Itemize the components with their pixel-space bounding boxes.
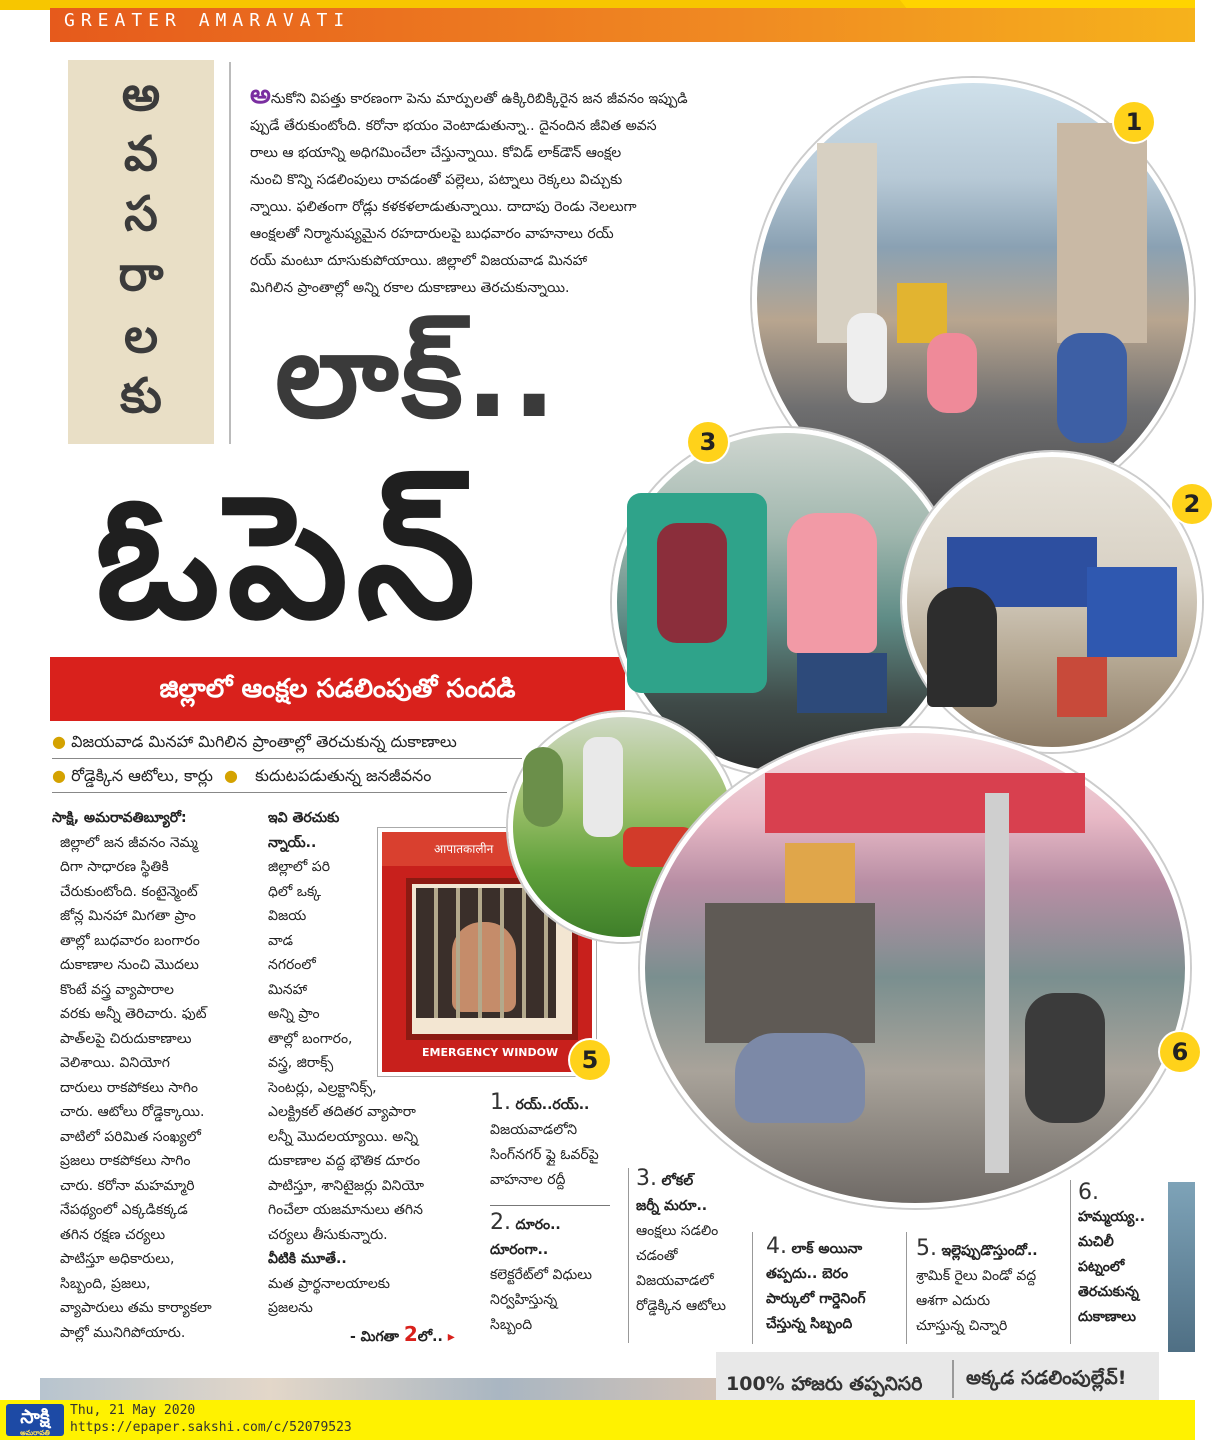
photo-badge-5: 5 [570, 1040, 610, 1080]
column-subhead: వీటికి మూతే.. [268, 1251, 347, 1267]
body-line: వరకు అన్నీ తెరిచారు. ఫుట్ [60, 1006, 207, 1022]
body-line: పాటిస్తూ, శానిటైజర్లు వినియో [268, 1177, 424, 1194]
article-column-1 [52, 806, 257, 1345]
column-subhead: ఇవి తెరచుకు [268, 810, 340, 826]
teaser-headline[interactable]: అక్కడ సడలింపుల్లేవ్! [966, 1367, 1127, 1389]
intro-line: నుంచి కొన్ని సడలింపులు రావడంతో పల్లెలు, పట్నాలు రెక్కలు విచ్చుకు [250, 172, 623, 188]
window-label: EMERGENCY WINDOW [422, 1046, 559, 1059]
body-line: మినహా [268, 981, 308, 998]
intro-line: రయ్ మంటూ దూసుకుపోయాయి. జిల్లాలో విజయవాడ మినహా [250, 253, 588, 269]
photo-badge-6: 6 [1160, 1032, 1200, 1072]
body-line: పాటిస్తూ అధికారులు, [60, 1251, 175, 1267]
vertical-word-char: వ [123, 126, 159, 182]
caption-divider [490, 1205, 610, 1206]
caption-separator [752, 1232, 753, 1344]
caption-4: 4. లాక్ అయినా తప్పదు.. బెరం పార్కులో గార్డెనింగ్ చేస్తున్న సిబ్బంది [766, 1234, 866, 1332]
body-line: దుకాణాల వద్ద భౌతిక దూరం [268, 1153, 421, 1169]
body-line: పాత్‌లపై చిరుదుకాణాలు [60, 1030, 192, 1047]
caption-1: 1. రయ్..రయ్.. విజయవాడలోని సింగ్‌నగర్ ఫ్లై ఓవర్‌పై వాహనాల రద్దీ [490, 1090, 599, 1188]
body-line: నేపథ్యంలో ఎక్కడికక్కడ [60, 1202, 188, 1218]
body-line: వాటిలో పరిమిత సంఖ్యలో [60, 1128, 201, 1145]
epaper-url-link[interactable]: https://epaper.sakshi.com/c/52079523 [70, 1420, 352, 1435]
body-line: చారు. ఆటోలు రోడ్డెక్కాయి. [60, 1104, 205, 1120]
section-title: GREATER AMARAVATI [64, 10, 351, 31]
body-line: చారు. కరోనా మహమ్మారి [60, 1177, 195, 1194]
vertical-word-char: అ [121, 66, 161, 122]
caption-5: 5. ఇల్లెప్పుడొస్తుందో.. శ్రామిక్ రైలు విండో వద్ద ఆశగా ఎదురు చూస్తున్న చిన్నారి [916, 1236, 1038, 1334]
body-line: ధిలో ఒక్క [268, 883, 322, 900]
body-line: వస్త్ర, జిరాక్స్ [268, 1055, 334, 1071]
body-line: వెలిశాయి. వినియోగ [60, 1055, 170, 1071]
caption-separator [906, 1232, 907, 1344]
vertical-word-char: రా [118, 246, 164, 302]
edge-photo [1168, 1182, 1195, 1352]
body-line: జిల్లాలో పరి [268, 859, 331, 875]
column-subhead: న్నాయ్.. [268, 834, 317, 851]
body-line: నగరంలో [268, 957, 316, 973]
body-line: దిగా సాధారణ స్థితికి [60, 859, 169, 875]
body-line: వ్యాపారులు తమ కార్యాకలా [60, 1300, 212, 1316]
caption-3: 3. లోకల్ జర్నీ మరూ.. ఆంక్షలు సడలిం చడంతో విజయవాడలో రోడ్డెక్కిన ఆటోలు [636, 1166, 726, 1314]
byline: సాక్షి, అమరావతిబ్యూరో: [52, 810, 187, 826]
photo-2-office [902, 452, 1202, 752]
body-line: ప్రజలు రాకపోకలు సాగిం [60, 1153, 191, 1169]
vertical-word-char: కు [120, 368, 162, 424]
photo-badge-1: 1 [1114, 102, 1154, 142]
caption-2: 2. దూరం.. దూరంగా.. కలెక్టరేట్‌లో విధులు నిర్వహిస్తున్న సిబ్బంది [490, 1210, 592, 1333]
body-line: సెంటర్లు, ఎల్రక్టానిక్స్, [268, 1079, 377, 1096]
intro-paragraph [250, 82, 770, 302]
body-line: మత ప్రార్థనాలయాలకు [268, 1275, 390, 1292]
caption-6: 6. హమ్మయ్య.. మచిలీ పట్నంలో తెరచుకున్న దుకాణాలు [1078, 1180, 1146, 1325]
continued-on-page[interactable]: - మిగతా 2లో.. ▸ [350, 1322, 455, 1346]
bullet-divider [52, 758, 522, 759]
continued-page-number: 2 [403, 1322, 418, 1346]
body-line: విజయ [268, 908, 307, 924]
vertical-word-char: ల [123, 308, 159, 364]
headline-line-1: లాక్.. [275, 306, 559, 444]
teaser-separator [952, 1360, 954, 1398]
body-line: లన్నీ మొదలయ్యాయి. అన్ని [268, 1128, 419, 1145]
intro-line: ప్పుడే తేరుకుంటోంది. కరోనా భయం వెంటాడుతున్నా.. దైనందిన జీవిత అవస [250, 118, 657, 134]
body-line: కొంటే వస్త్ర వ్యాపారాల [60, 981, 174, 998]
intro-line: మిగిలిన ప్రాంతాల్లో అన్ని రకాల దుకాణాలు తెరచుకున్నాయి. [250, 280, 570, 296]
body-line: ప్రజలను [268, 1300, 313, 1316]
body-line: జిల్లాలో జన జీవనం నెమ్మ [60, 834, 198, 851]
photo-badge-2: 2 [1172, 484, 1212, 524]
bullet-dot-icon: ● [52, 732, 66, 751]
intro-line: రాలు ఆ భయాన్ని అధిగమించేలా చేస్తున్నాయి. కోవిడ్ లాక్‌డౌన్ ఆంక్షల [250, 145, 622, 161]
drop-cap: అ [250, 80, 271, 110]
body-line: సిబ్బంది, ప్రజలు, [60, 1275, 151, 1292]
edition-date: Thu, 21 May 2020 [70, 1403, 196, 1418]
intro-line: నుకోని విపత్తు కారణంగా పెను మార్పులతో ఉక్కిరిబిక్కిరైన జన జీవనం ఇప్పుడి [270, 91, 688, 107]
photo-badge-3: 3 [688, 422, 728, 462]
sakshi-logo[interactable]: సాక్షి అమరావతి [6, 1404, 64, 1436]
bullet-item: ● రోడ్డెక్కిన ఆటోలు, కార్లు ● కుదుటపడుతున్న జనజీవనం [52, 766, 432, 785]
vertical-word-char: స [124, 186, 158, 242]
body-line: అన్ని ప్రాం [268, 1006, 320, 1022]
teaser-headline[interactable]: 100% హాజరు తప్పనిసరి [726, 1373, 923, 1395]
intro-line: న్నాయి. ఫలితంగా రోడ్లు కళకళలాడుతున్నాయి. దాదాపు రెండు నెలలుగా [250, 199, 637, 215]
bullet-divider [52, 792, 507, 793]
photo-5-train-window: आपातकालीन EMERGENCY WINDOW [378, 828, 596, 1076]
photo-6-shop-front [640, 728, 1190, 1208]
subhead-text: జిల్లాలో ఆంక్షల సడలింపుతో సందడి [159, 674, 516, 704]
bullet-item: ● విజయవాడ మినహా మిగిలిన ప్రాంతాల్లో తెరచుకున్న దుకాణాలు [52, 732, 457, 751]
body-line: తగిన రక్షణ చర్యలు [60, 1226, 166, 1243]
arrow-right-icon: ▸ [447, 1329, 455, 1345]
body-line: దుకాణాల నుంచి మొదలు [60, 957, 199, 973]
body-line: గించేలా యజమానులు తగిన [268, 1202, 423, 1218]
body-line: పాల్లో మునిగిపోయారు. [60, 1324, 186, 1341]
body-line: తాల్లో బంగారం, [268, 1030, 353, 1047]
headline-line-2: ఓపెన్ [95, 459, 484, 657]
body-line: వాడ [268, 932, 294, 949]
caption-separator [1070, 1180, 1071, 1344]
bullet-dot-icon: ● [224, 766, 238, 785]
body-line: జోన్ల మినహా మిగతా ప్రాం [60, 908, 196, 924]
intro-line: ఆంక్షలతో నిర్మానుష్యమైన రహదారులపై బుధవారం వాహనాలు రయ్ [250, 226, 614, 242]
bullet-dot-icon: ● [52, 766, 66, 785]
vertical-separator [229, 62, 231, 444]
body-line: చర్యలు తీసుకున్నారు. [268, 1226, 388, 1243]
caption-separator [628, 1168, 629, 1343]
body-line: చేరుకుంటోంది. కంటైన్మెంట్ [60, 883, 198, 900]
body-line: దారులు రాకపోకలు సాగిం [60, 1079, 199, 1096]
body-line: ఎలక్ట్రికల్ తదితర వ్యాపారా [268, 1104, 416, 1120]
body-line: తాల్లో బుధవారం బంగారం [60, 932, 200, 949]
